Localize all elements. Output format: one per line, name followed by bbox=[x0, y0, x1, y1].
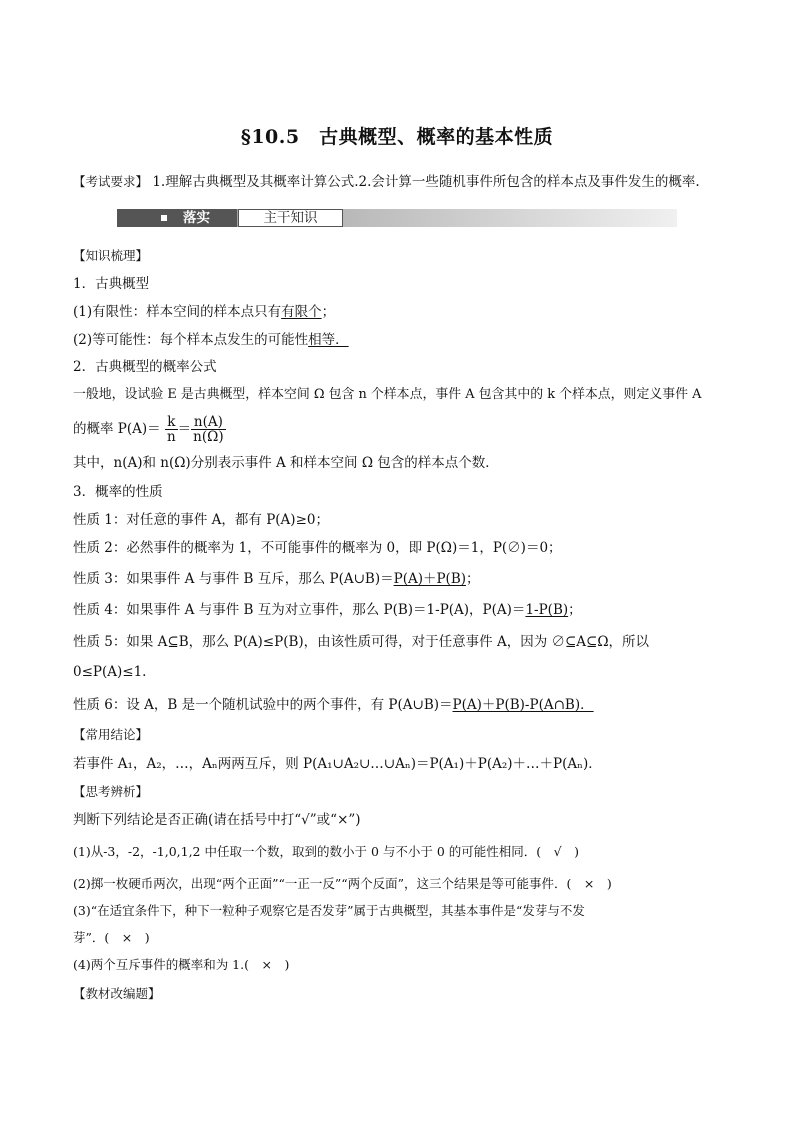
k1-item2-text: (2)等可能性：每个样本点发生的可能性 bbox=[73, 332, 309, 348]
property-6 bbox=[73, 695, 724, 715]
fraction-denominator: n bbox=[166, 429, 176, 445]
section-banner bbox=[117, 208, 677, 228]
banner-dark-block bbox=[117, 209, 237, 227]
property-3 bbox=[73, 569, 724, 589]
k1-item2 bbox=[73, 330, 724, 350]
k1-item1-text: (1)有限性：样本空间的样本点只有 bbox=[73, 304, 282, 320]
exam-requirements bbox=[73, 172, 724, 192]
formula-fraction-k-n bbox=[165, 415, 178, 444]
requirements-text: 1.理解古典概型及其概率计算公式.2.会计算一些随机事件所包含的样本点及事件发生的概率. bbox=[152, 174, 700, 190]
formula-equals: ＝ bbox=[177, 421, 192, 437]
k2-formula-lead: 的概率 P(A)＝ bbox=[73, 421, 161, 437]
k2-formula bbox=[73, 411, 724, 447]
property-3-text: 性质 3：如果事件 A 与事件 B 互斥，那么 P(A∪B)＝ bbox=[73, 571, 394, 587]
banner-square-icon bbox=[161, 215, 167, 221]
fraction-numerator: n(A) bbox=[191, 415, 225, 430]
property-4-end: ； bbox=[568, 602, 582, 618]
property-4 bbox=[73, 600, 724, 620]
fraction-numerator: k bbox=[165, 415, 178, 430]
property-3-answer: P(A)＋P(B) bbox=[393, 571, 467, 587]
k2-heading: 2．古典概型的概率公式 bbox=[73, 359, 217, 375]
think-item-3-line1: (3)“在适宜条件下，种下一粒种子观察它是否发芽”属于古典概型，其基本事件是“发芽与不发 bbox=[73, 903, 585, 918]
k1-heading: 1．古典概型 bbox=[73, 276, 150, 292]
think-item-4: (4)两个互斥事件的概率和为 1.( × ) bbox=[73, 957, 290, 972]
banner-label-right: 主干知识 bbox=[263, 210, 318, 226]
section-knowledge-heading: 【知识梳理】 bbox=[73, 248, 149, 263]
k2-definition-line: 一般地，设试验 E 是古典概型，样本空间 Ω 包含 n 个样本点，事件 A 包含其中的 k 个样本点，则定义事件 A bbox=[73, 387, 702, 402]
section-textbook-heading: 【教材改编题】 bbox=[73, 986, 161, 1001]
formula-fraction-nA-nOmega bbox=[191, 415, 225, 444]
property-5-line2: 0≤P(A)≤1. bbox=[73, 664, 147, 680]
think-item-2: (2)掷一枚硬币两次，出现“两个正面”“一正一反”“两个反面”，这三个结果是等可能事件．( × ) bbox=[73, 876, 612, 891]
section-common-heading: 【常用结论】 bbox=[73, 727, 149, 742]
k1-item1 bbox=[73, 302, 724, 322]
property-6-text: 性质 6：设 A，B 是一个随机试验中的两个事件，有 P(A∪B)＝ bbox=[73, 697, 453, 713]
k2-explanation: 其中，n(A)和 n(Ω)分别表示事件 A 和样本空间 Ω 包含的样本点个数． bbox=[73, 455, 499, 471]
think-intro: 判断下列结论是否正确(请在括号中打“√”或“×”) bbox=[73, 812, 361, 828]
k1-item1-end: ； bbox=[321, 304, 336, 320]
page-title: §10.5 古典概型、概率的基本性质 bbox=[240, 126, 554, 148]
k1-item2-answer: 相等． bbox=[308, 332, 349, 348]
property-4-text: 性质 4：如果事件 A 与事件 B 互为对立事件，那么 P(B)＝1-P(A)，P(A)＝ bbox=[73, 602, 526, 618]
property-4-answer: 1-P(B) bbox=[525, 602, 569, 618]
common-conclusion: 若事件 A₁，A₂，…，Aₙ两两互斥，则 P(A₁∪A₂∪…∪Aₙ)＝P(A₁)＋P(A₂)＋…＋P(Aₙ)． bbox=[73, 756, 602, 772]
property-5-line1: 性质 5：如果 A⊆B，那么 P(A)≤P(B)，由该性质可得，对于任意事件 A，因为 ∅⊆A⊆Ω，所以 bbox=[73, 634, 650, 650]
property-2: 性质 2：必然事件的概率为 1，不可能事件的概率为 0，即 P(Ω)＝1，P(∅)＝0； bbox=[73, 540, 562, 556]
property-3-end: ； bbox=[466, 571, 480, 587]
k3-heading: 3．概率的性质 bbox=[73, 484, 163, 500]
requirements-tag: 【考试要求】 bbox=[73, 174, 149, 189]
k1-item1-answer: 有限个 bbox=[281, 304, 322, 320]
property-1: 性质 1：对任意的事件 A，都有 P(A)≥0； bbox=[73, 512, 329, 528]
banner-label-left: 落实 bbox=[183, 210, 210, 226]
fraction-denominator: n(Ω) bbox=[193, 429, 224, 445]
think-item-1: (1)从-3，-2，-1,0,1,2 中任取一个数，取到的数小于 0 与不小于 0 的可能性相同．( √ ) bbox=[73, 844, 580, 859]
section-think-heading: 【思考辨析】 bbox=[73, 784, 149, 799]
think-item-3-line2: 芽”．( × ) bbox=[73, 930, 150, 945]
property-6-answer: P(A)＋P(B)-P(A∩B)． bbox=[452, 697, 594, 713]
